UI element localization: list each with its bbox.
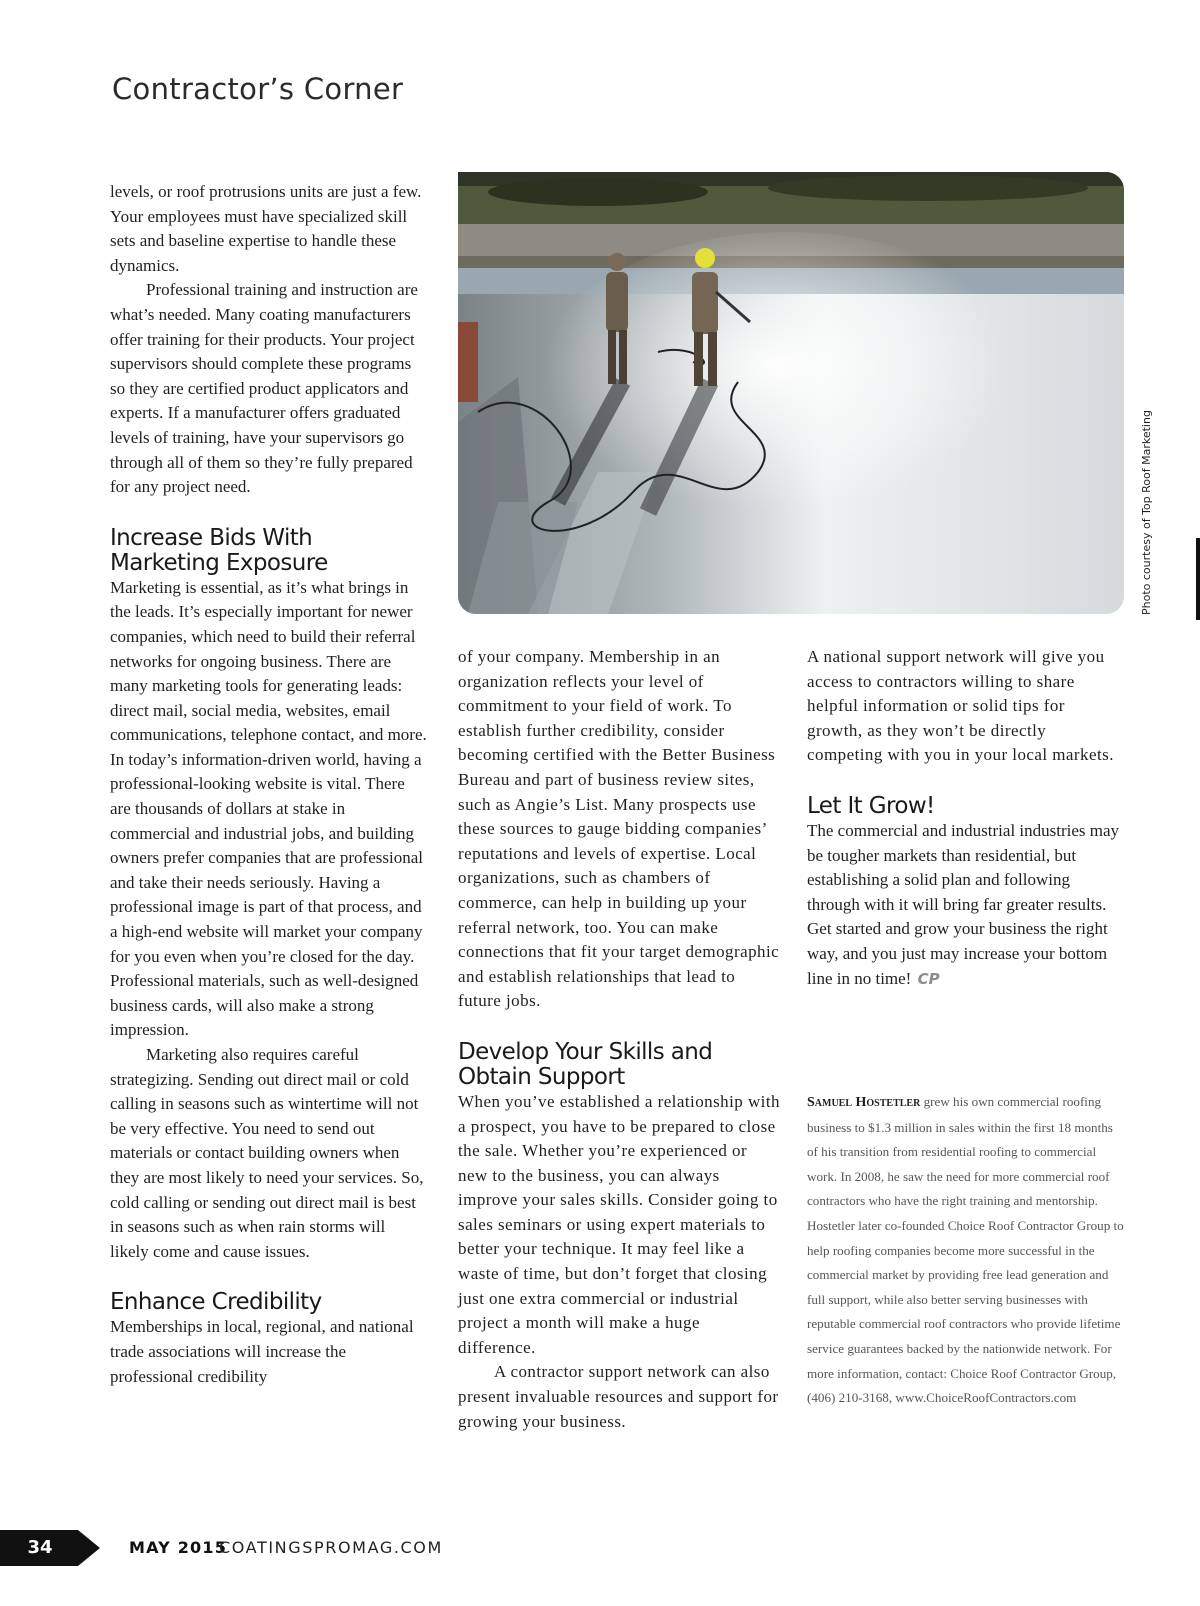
author-bio-text: grew his own commercial roofing business to $1.3 million in sales within the first 18 months of his transition from residential roofing to commercial work. In 2008, he saw the need for more commercial roof contractors who have the right training and mentorship. Hostetler later co-founded Choice Roof Contractor Group to help roofing companies become more successful in the commercial market by providing free lead generation and full support, while also better serving businesses with reputable commercial roof contractors who provide lifetime service guarantees backed by the nationwide network. For more information, contact: Choice Roof Contractor Group, (406) 210-3168, www.ChoiceRoofContractors.com: [807, 1094, 1124, 1406]
heading-marketing-exposure: Increase Bids With Marketing Exposure: [110, 524, 328, 576]
article-column-3: [807, 645, 1125, 991]
closing-paragraph-text: The commercial and industrial industries may be tougher markets than residential, but establishing a solid plan and following through with it will bring far greater results. Get started and grow your business the right way, and you just may increase your bottom line in no time!: [807, 820, 1120, 988]
paragraph: Marketing also requires careful strategizing. Sending out direct mail or cold calling in seasons such as wintertime will not be very effective. You need to send out materials or contact building owners when they are most likely to need your services. So, cold calling or sending out direct mail is best in seasons such as when rain storms will likely come and cause issues.: [110, 1045, 424, 1261]
article-column-2: [458, 645, 780, 1434]
paragraph: Memberships in local, regional, and national trade associations will increase the professional credibility: [110, 1317, 414, 1386]
photo-credit: Photo courtesy of Top Roof Marketing: [1140, 410, 1153, 615]
author-bio: [807, 1090, 1125, 1411]
roof-coating-illustration: [458, 172, 1124, 614]
page-edge-mark: [1193, 538, 1200, 620]
heading-enhance-credibility: Enhance Credibility: [110, 1289, 322, 1316]
paragraph: Marketing is essential, as it’s what brings in the leads. It’s especially important for newer companies, which need to build their referral networks for ongoing business. There are many marketing tools for generating leads: direct mail, social media, websites, email communications, telephone contact, and more. In today’s information-driven world, having a professional-looking website is vital. There are thousands of dollars at stake in commercial and industrial jobs, and building owners prefer companies that are professional and take their needs seriously. Having a professional image is part of that process, and a high-end website will market your company for you even when you’re closed for the day. Professional materials, such as well-designed business cards, will also make a strong impression.: [110, 577, 427, 1040]
paragraph: Professional training and instruction are what’s needed. Many coating manufacturers offer training for their products. Your project supervisors should complete these programs so they are certified product applicators and experts. If a manufacturer offers graduated levels of training, have your supervisors go through all of them so they’re fully prepared for any project need.: [110, 280, 418, 497]
site-name: COATINGSPROMAG.COM: [219, 1538, 443, 1557]
paragraph: A national support network will give you access to contractors willing to share helpful information or solid tips for growth, as they won’t be directly competing with you in your local markets.: [807, 647, 1114, 765]
section-title: Contractor’s Corner: [112, 72, 404, 106]
paragraph: of your company. Membership in an organization reflects your level of commitment to your field of work. To establish further credibility, consider becoming certified with the Better Business Bureau and part of business review sites, such as Angie’s List. Many prospects use these sources to gauge bidding companies’ reputations and levels of expertise. Local organizations, such as chambers of commerce, can help in building up your referral network, too. You can make connections that fit your target demographic and establish relationships that lead to future jobs.: [458, 647, 780, 1011]
heading-let-it-grow: Let It Grow!: [807, 792, 935, 819]
paragraph: [807, 819, 1125, 991]
article-column-1: [110, 180, 428, 1389]
page-footer: [0, 1530, 600, 1566]
page-number: 34: [27, 1537, 53, 1558]
paragraph: A contractor support network can also present invaluable resources and support for growing your business.: [458, 1362, 779, 1431]
heading-develop-skills: Develop Your Skills and Obtain Support: [458, 1038, 713, 1090]
paragraph: levels, or roof protrusions units are just a few. Your employees must have specialized skill sets and baseline expertise to handle these dynamics.: [110, 182, 422, 275]
author-name: Samuel Hostetler: [807, 1095, 921, 1110]
issue-date: MAY 2015: [129, 1538, 228, 1557]
paragraph: When you’ve established a relationship with a prospect, you have to be prepared to close the sale. Whether you’re experienced or new to the business, you can always improve your sales skills. Consider going to sales seminars or using expert materials to better your technique. It may feel like a waste of time, but don’t forget that closing just one extra commercial or industrial project a month will make a huge difference.: [458, 1091, 780, 1357]
roof-coating-photo: [458, 172, 1124, 614]
end-mark-logo: CP: [917, 969, 940, 988]
